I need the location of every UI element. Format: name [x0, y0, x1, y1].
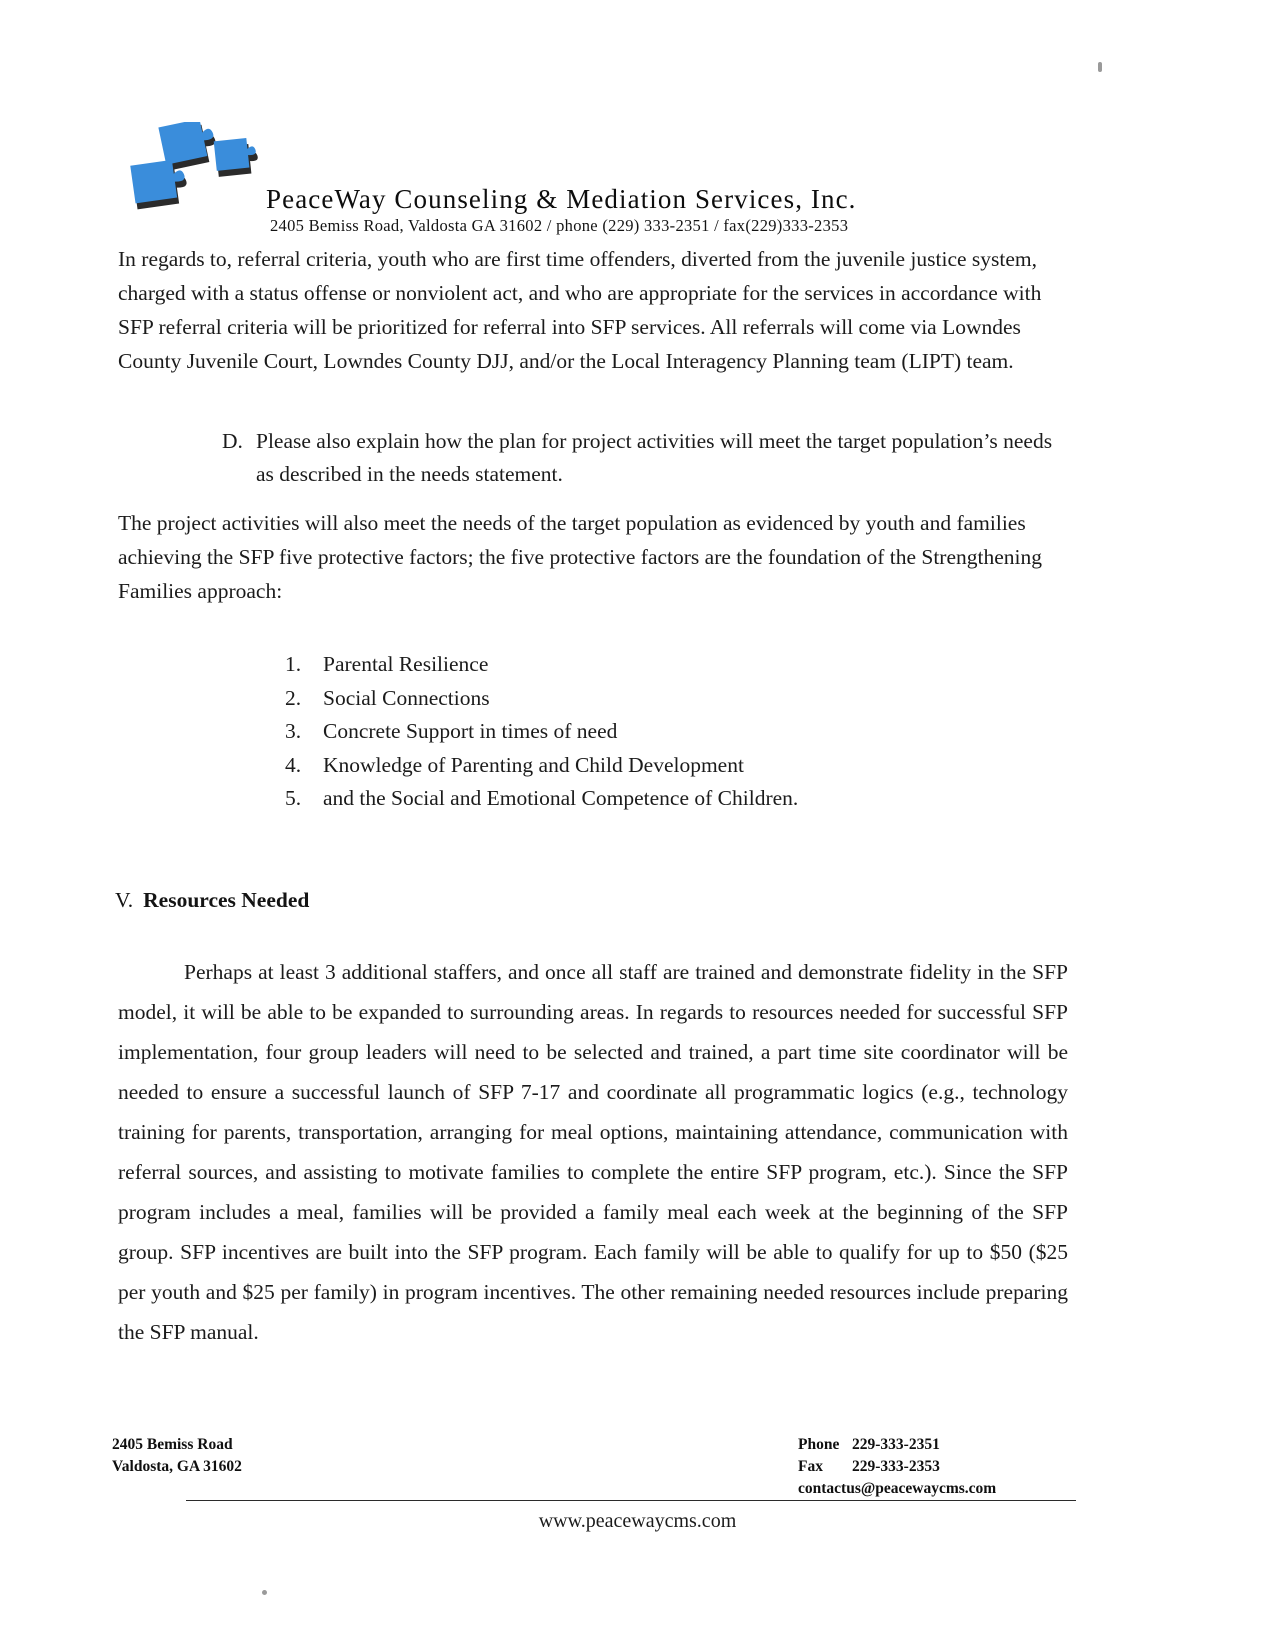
paragraph-referral-criteria: In regards to, referral criteria, youth who are first time offenders, diverted from the juvenile justice system, charged with a status offense or nonviolent act, and who are appropriate for the services in accordance with SFP referral criteria will be prioritized for referral into SFP services. All referrals will come via Lowndes County Juvenile Court, Lowndes County DJJ, and/or the Local Interagency Planning team (LIPT) team. — [118, 247, 1042, 373]
scan-speck — [262, 1590, 267, 1595]
letterhead — [118, 122, 1078, 242]
footer-divider — [186, 1500, 1076, 1501]
list-item-number: 5. — [285, 786, 302, 810]
sub-question-d — [222, 425, 1060, 491]
list-item-label: Knowledge of Parenting and Child Development — [323, 752, 744, 777]
list-item-label: Social Connections — [323, 685, 490, 710]
footer-phone-value: 229-333-2351 — [852, 1436, 940, 1453]
sub-question-marker: D. — [222, 429, 243, 453]
list-item — [285, 648, 985, 682]
list-item-number: 1. — [285, 652, 302, 676]
footer-address-line-1: 2405 Bemiss Road — [112, 1436, 233, 1453]
list-item — [285, 682, 985, 716]
paragraph-resources-needed: Perhaps at least 3 additional staffers, and once all staff are trained and demonstrate fidelity in the SFP model, it will be able to be expanded to surrounding areas. In regards to resources needed for successful SFP implementation, four group leaders will need to be selected and trained, a part time site coordinator will be needed to ensure a successful launch of SFP 7-17 and coordinate all programmatic logics (e.g., technology training for parents, transportation, arranging for meal options, maintaining attendance, communication with referral sources, and assisting to motivate families to complete the entire SFP program, etc.). Since the SFP program includes a meal, families will be provided a family meal each week at the beginning of the SFP group. SFP incentives are built into the SFP program. Each family will be able to qualify for up to $50 ($25 per youth and $25 per family) in program incentives. The other remaining needed resources include preparing the SFP manual. — [118, 960, 1068, 1344]
list-item-number: 2. — [285, 685, 302, 710]
list-item-label: Concrete Support in times of need — [323, 719, 618, 743]
footer-email: contactus@peacewaycms.com — [798, 1480, 997, 1497]
footer-phone-row — [798, 1434, 996, 1456]
list-item-number: 3. — [285, 719, 302, 743]
organization-name: PeaceWay Counseling & Mediation Services, Inc. — [266, 184, 857, 214]
footer-fax-value: 229-333-2353 — [852, 1458, 940, 1475]
protective-factors-list — [285, 648, 985, 816]
section-numeral: V. — [115, 888, 134, 912]
list-item-label: Parental Resilience — [323, 652, 489, 676]
footer-address — [112, 1434, 242, 1478]
footer-website: www.peacewaycms.com — [538, 1510, 737, 1532]
section-title: Resources Needed — [143, 888, 310, 912]
sub-question-text: Please also explain how the plan for project activities will meet the target population’s needs as described in the needs statement. — [256, 429, 1053, 486]
list-item — [285, 782, 985, 816]
footer-phone-label: Phone — [798, 1436, 840, 1453]
list-item — [285, 749, 985, 783]
footer-fax-label: Fax — [798, 1458, 823, 1475]
letterhead-address: 2405 Bemiss Road, Valdosta GA 31602 / phone (229) 333-2351 / fax(229)333-2353 — [270, 216, 849, 235]
section-heading-resources-needed — [115, 888, 309, 913]
paragraph-project-activities: The project activities will also meet the needs of the target population as evidenced by youth and families achieving the SFP five protective factors; the five protective factors are the foundation of the Strengthening Families approach: — [118, 511, 1042, 603]
list-item-number: 4. — [285, 752, 302, 777]
footer-address-line-2: Valdosta, GA 31602 — [112, 1458, 242, 1475]
footer-contact — [798, 1434, 996, 1500]
list-item — [285, 715, 985, 749]
scan-speck — [1098, 62, 1102, 72]
list-item-label: and the Social and Emotional Competence of Children. — [323, 786, 799, 810]
footer-fax-row — [798, 1456, 996, 1478]
puzzle-pieces-logo-icon — [118, 122, 268, 214]
